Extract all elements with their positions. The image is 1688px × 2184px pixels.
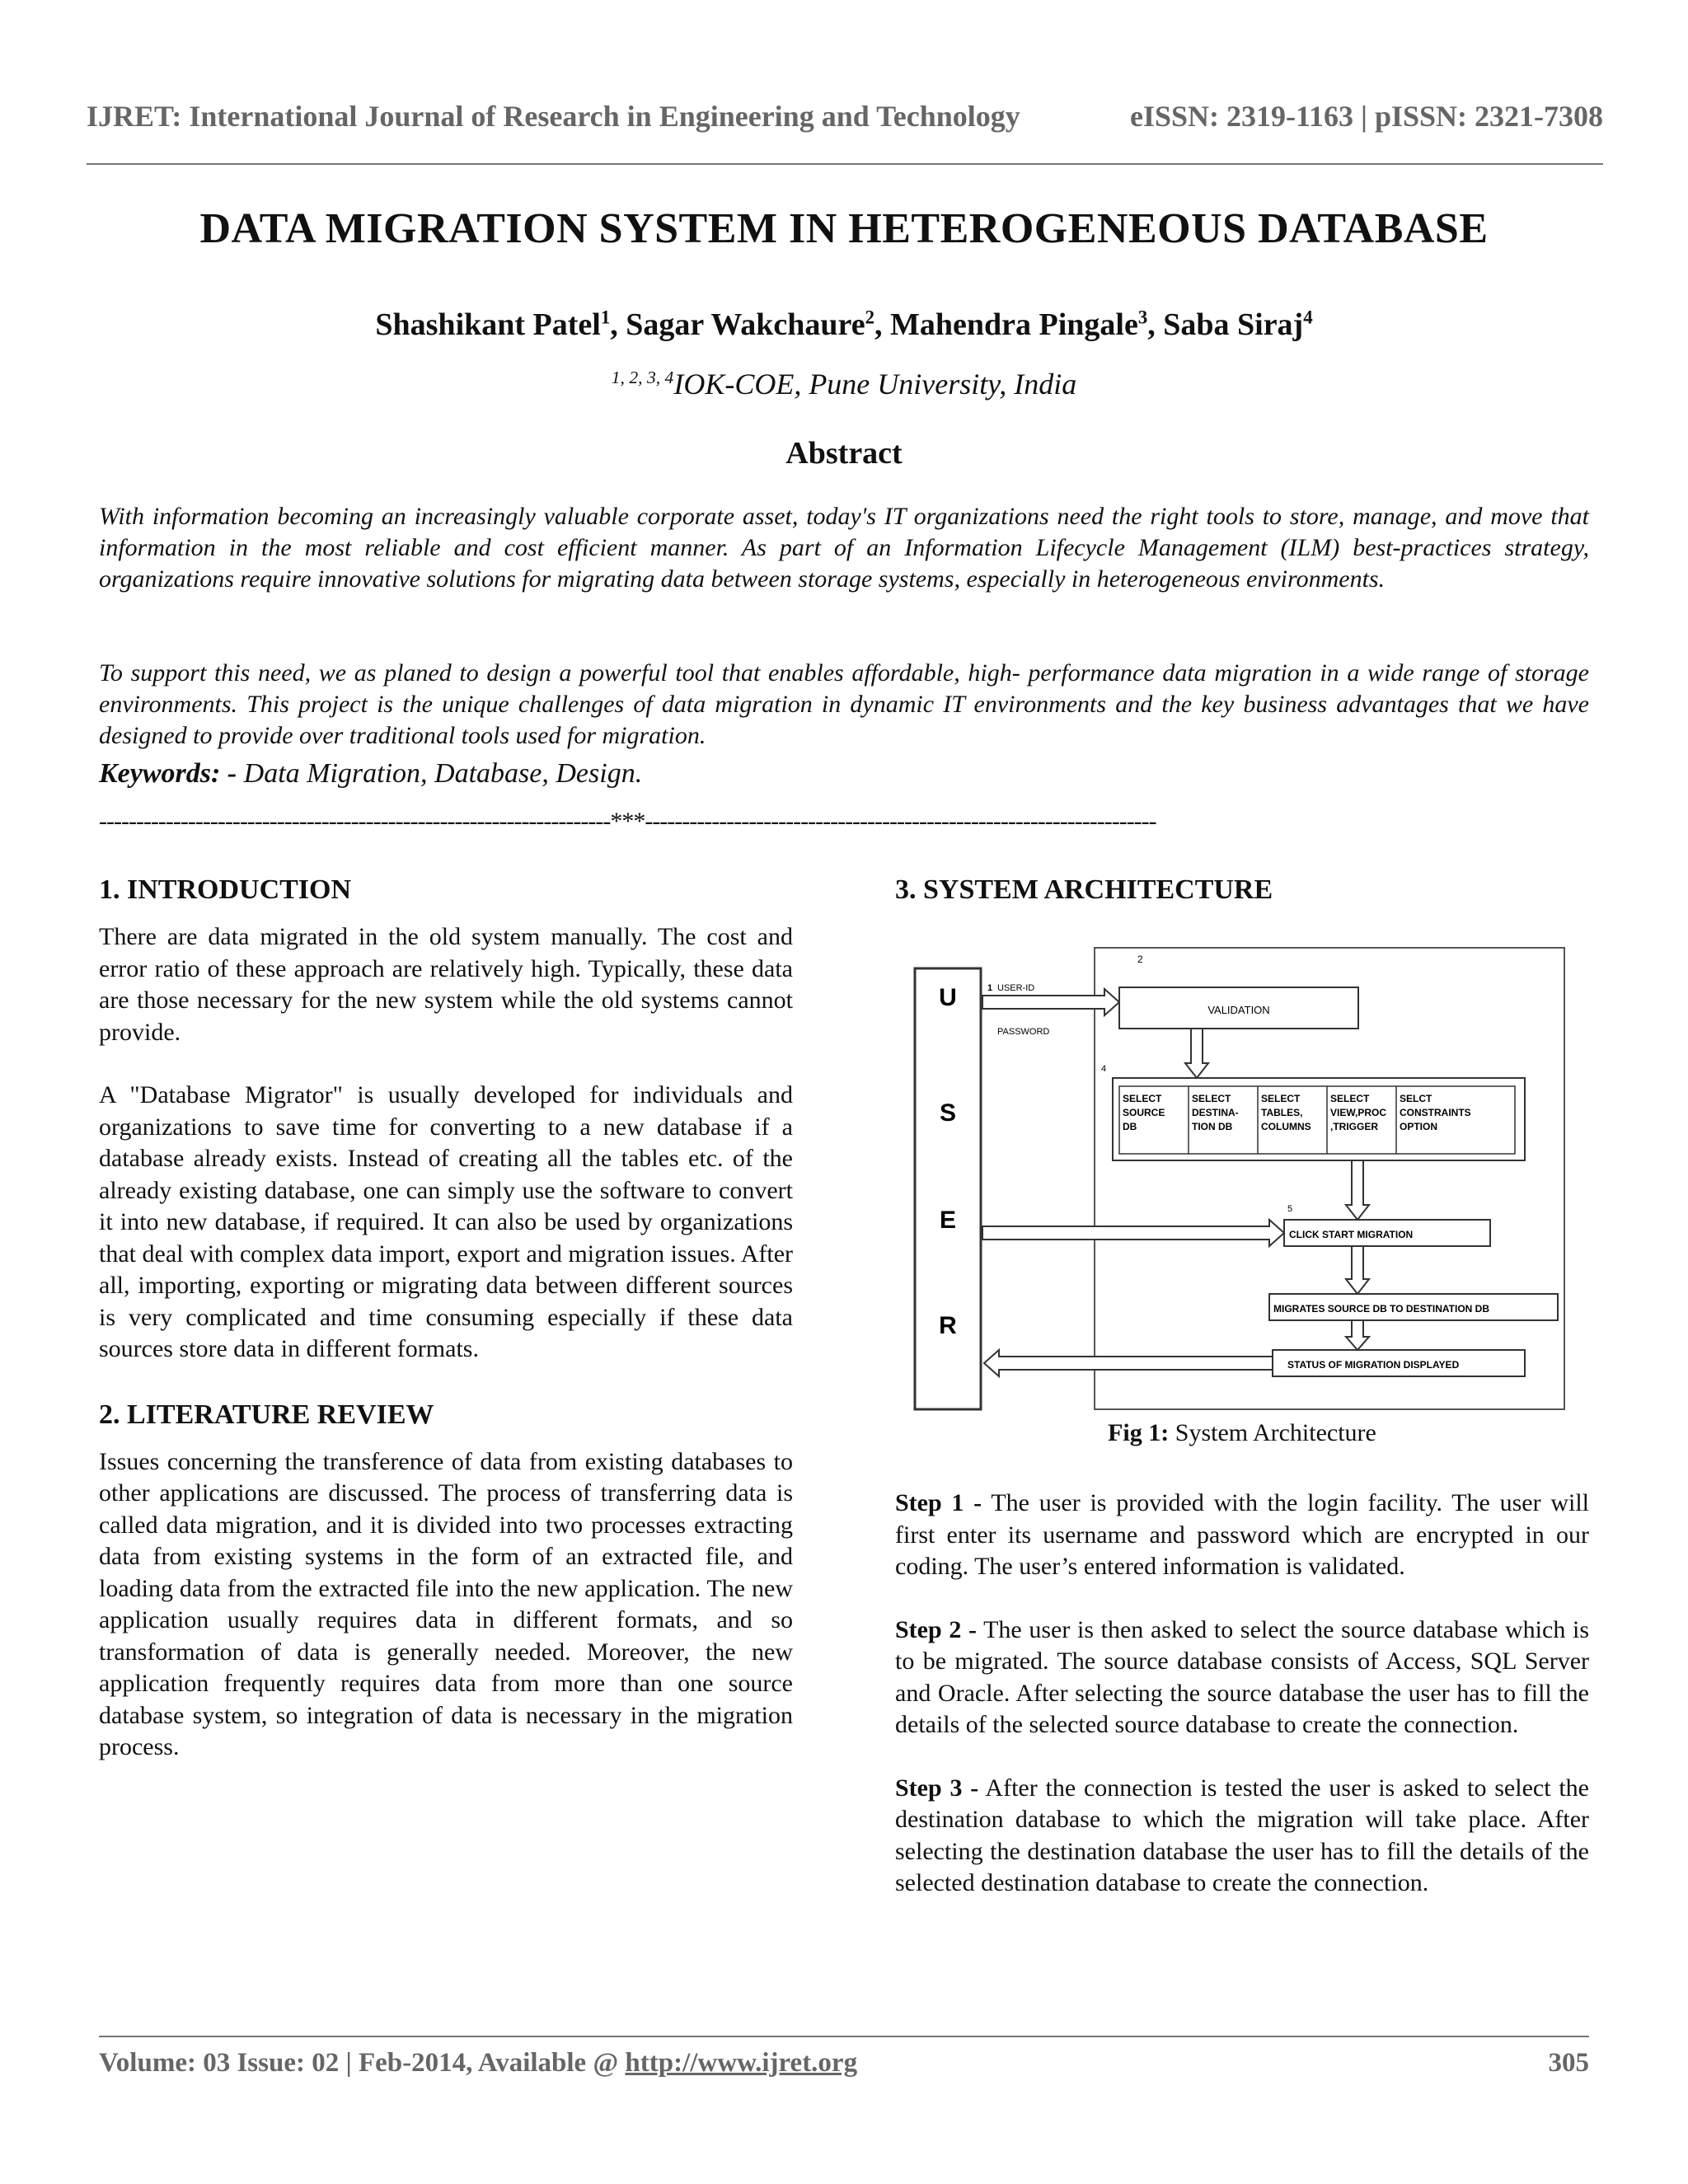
user-letter: U <box>939 984 957 1011</box>
system-architecture-figure <box>907 940 1571 1418</box>
step-paragraph <box>895 1773 1589 1900</box>
paper-title: DATA MIGRATION SYSTEM IN HETEROGENEOUS DATABASE <box>199 205 1489 252</box>
section-heading-introduction: 1. INTRODUCTION <box>99 874 352 905</box>
section-heading-literature-review: 2. LITERATURE REVIEW <box>99 1399 434 1430</box>
author-list: Shashikant Patel$^1$, Sagar Wakchaure$^2$, Mahendra Pingale$^3$, Saba Siraj$^4$ <box>375 307 1313 342</box>
author-sup: 3 <box>1137 307 1148 328</box>
figure-caption <box>895 1419 1589 1447</box>
select-box-line: CONSTRAINTS <box>1400 1107 1471 1118</box>
abstract-paragraph: To support this need, we as planed to design a powerful tool that enables affordable, high- performance data migration in a wide range of storage environments. This project is the unique challenges of data migration in dynamic IT environments and the key business advantages that we have designed to provide over traditional tools used for migration. <box>99 659 1589 749</box>
abstract-paragraph: With information becoming an increasingly valuable corporate asset, today's IT organizations need the right tools to store, manage, and move that information in the most reliable and cost efficient manner. As part of an Information Lifecycle Management (ILM) best-practices strategy, organizations require innovative solutions for migrating data between storage systems, especially in heterogeneous environments. <box>99 503 1589 593</box>
userid-label: USER-ID <box>997 983 1035 993</box>
step-label: Step 3 - <box>895 1774 979 1802</box>
body-paragraph: There are data migrated in the old system manually. The cost and error ratio of these approach are relatively high. Typically, these data are those necessary for the new system while the old systems cannot provide. <box>99 923 793 1046</box>
running-footer <box>99 2048 1589 2079</box>
select-box-line: SELECT <box>1261 1093 1301 1104</box>
right-column-heading-wrap <box>895 874 1589 907</box>
user-letter: R <box>939 1312 957 1339</box>
select-box-line: SOURCE <box>1123 1107 1165 1118</box>
arrow-down <box>1185 1029 1208 1078</box>
author-name: Mahendra Pingale <box>890 307 1138 342</box>
select-box-line: VIEW,PROC <box>1330 1107 1387 1118</box>
author-sup: 2 <box>865 307 874 328</box>
click-start-label: CLICK START MIGRATION <box>1289 1229 1414 1240</box>
figure-caption-label: Fig 1: <box>1108 1419 1170 1446</box>
author-name: Saba Siraj <box>1163 307 1304 342</box>
validation-label: VALIDATION <box>1207 1004 1270 1016</box>
select-options-box <box>1113 1078 1525 1160</box>
arrow-down <box>1346 1320 1369 1350</box>
page-number: 305 <box>1548 2048 1589 2078</box>
running-header <box>87 99 1603 134</box>
left-column <box>99 874 793 1764</box>
affiliation-text: IOK-COE, Pune University, India <box>673 368 1077 401</box>
select-box-line: DESTINA- <box>1192 1107 1239 1118</box>
arrow-right <box>982 1220 1284 1246</box>
keywords-label: Keywords: - <box>99 758 237 789</box>
select-box-line: OPTION <box>1400 1121 1438 1132</box>
step-number: 1 <box>987 983 993 993</box>
body-paragraph: A "Database Migrator" is usually developed for individuals and organizations to save time for converting to a new database if a database already exists. Instead of creating all the tables etc. of the already existing database, one can simply use the software to convert it into new database, if required. It can also be used by organizations that deal with complex data import, export and migration issues. After all, importing, exporting or migrating data between different sources is very complicated and time consuming especially if these data sources store data in different formats. <box>99 1081 793 1362</box>
select-box-line: ,TRIGGER <box>1330 1121 1379 1132</box>
select-box-line: COLUMNS <box>1261 1121 1311 1132</box>
figure-caption-text: System Architecture <box>1169 1419 1376 1446</box>
status-label: STATUS OF MIGRATION DISPLAYED <box>1287 1359 1460 1371</box>
select-box-line: TABLES, <box>1261 1107 1303 1118</box>
affiliation-sup: 1, 2, 3, 4 <box>611 368 674 387</box>
author-sup: 1 <box>600 307 611 328</box>
select-box-line: SELECT <box>1192 1093 1231 1104</box>
author-name: Sagar Wakchaure <box>626 307 865 342</box>
select-box-line: SELECT <box>1330 1093 1370 1104</box>
select-box-line: TION DB <box>1192 1121 1233 1132</box>
step-label: Step 1 - <box>895 1489 982 1516</box>
issn: eISSN: 2319-1163 | pISSN: 2321-7308 <box>1130 100 1603 133</box>
arrow-down <box>1346 1246 1369 1294</box>
arrow-left <box>984 1350 1273 1376</box>
step-number: 4 <box>1101 1064 1107 1074</box>
author-name: Shashikant Patel <box>375 307 601 342</box>
select-box-line: SELCT <box>1400 1093 1432 1104</box>
step-paragraph <box>895 1615 1589 1741</box>
step-number: 2 <box>1137 954 1143 965</box>
user-letter: E <box>939 1207 957 1234</box>
password-label: PASSWORD <box>997 1027 1050 1037</box>
journal-link[interactable]: http://www.ijret.org <box>625 2048 858 2078</box>
abstract-heading: Abstract <box>785 436 903 471</box>
step-text: The user is provided with the login facility. The user will first enter its username and password which are encrypted in our coding. The user’s entered information is validated. <box>895 1489 1589 1580</box>
footer-volume <box>99 2048 857 2079</box>
journal-name: IJRET: International Journal of Research in Engineering and Technology <box>87 100 1020 133</box>
step-text: The user is then asked to select the source database which is to be migrated. The source database consists of Access, SQL Server and Oracle. After selecting the source database the user has to fill the details of the selected source database to create the connection. <box>895 1615 1589 1738</box>
migrates-label: MIGRATES SOURCE DB TO DESTINATION DB <box>1273 1303 1490 1315</box>
section-separator: ---------------------------------------------------------------------***--------------------------------------------------------------------- <box>99 808 1156 835</box>
steps-column <box>895 1488 1589 1900</box>
footer-divider <box>99 2036 1589 2037</box>
author-sup: 4 <box>1303 307 1313 328</box>
arrow-down <box>1346 1160 1369 1220</box>
step-text: After the connection is tested the user is asked to select the destination database to which the migration will take place. After selecting the destination database the user has to fill the details of the selected destination database to create the connection. <box>895 1774 1589 1896</box>
step-label: Step 2 - <box>895 1615 977 1643</box>
select-box-line: SELECT <box>1123 1093 1162 1104</box>
user-column-box <box>915 968 981 1409</box>
select-box-line: DB <box>1123 1121 1137 1132</box>
user-letter: S <box>939 1099 957 1127</box>
affiliation <box>0 367 1688 401</box>
keywords <box>99 758 642 790</box>
body-paragraph: Issues concerning the transference of data from existing databases to other applications are discussed. The process of transferring data is called data migration, and it is divided into two processes extracting data from existing systems in the form of an extracted file, and loading data from the extracted file into the new application. The new application usually requires data in different formats, and so transformation of data is generally needed. Moreover, the new application frequently requires data from more than one source database system, so integration of data is necessary in the migration process. <box>99 1447 793 1760</box>
section-heading-system-architecture: 3. SYSTEM ARCHITECTURE <box>895 874 1273 905</box>
step-number: 5 <box>1287 1204 1293 1214</box>
footer-volume-text: Volume: 03 Issue: 02 | Feb-2014, Available @ <box>99 2048 626 2078</box>
header-divider <box>87 163 1603 165</box>
keywords-text: Data Migration, Database, Design. <box>237 758 643 789</box>
step-paragraph <box>895 1488 1589 1583</box>
